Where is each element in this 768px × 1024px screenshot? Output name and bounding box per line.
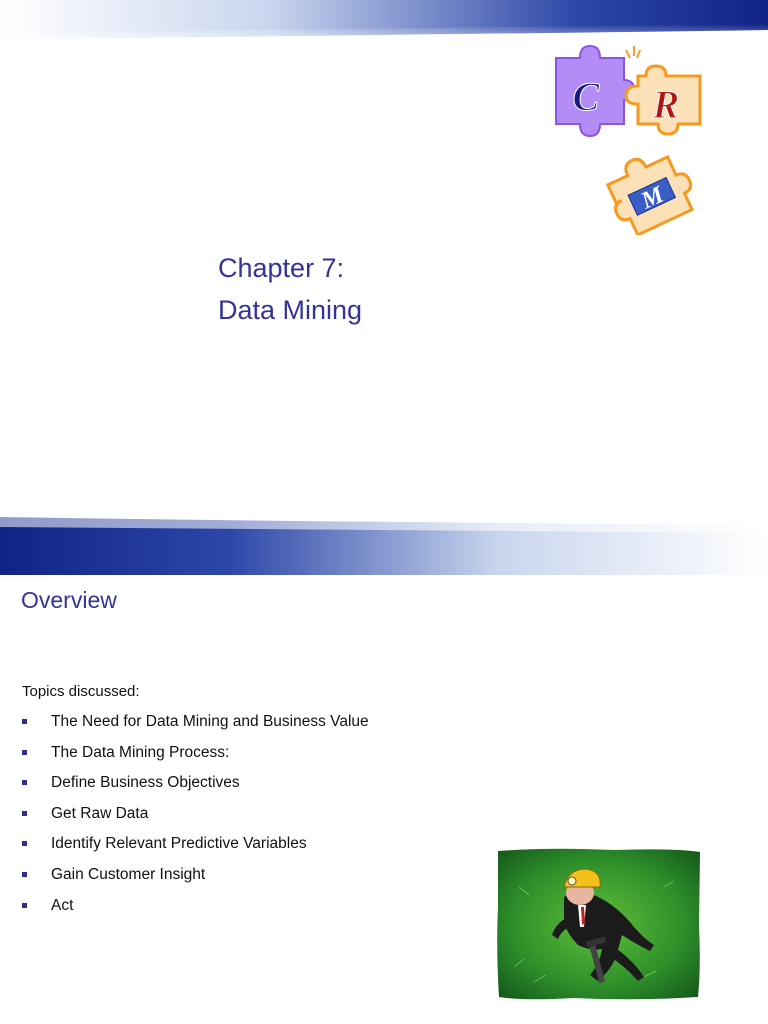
data-miner-illustration-icon xyxy=(494,847,704,1003)
topic-text: Identify Relevant Predictive Variables xyxy=(51,835,307,853)
crm-puzzle-logo-icon xyxy=(550,40,710,235)
topic-text: The Need for Data Mining and Business Value xyxy=(51,713,369,730)
square-bullet-icon xyxy=(22,780,27,785)
overview-slide xyxy=(0,517,768,1024)
topic-text: Act xyxy=(51,896,74,914)
topics-label: Topics discussed: xyxy=(22,683,140,700)
logo-letter-c: C xyxy=(572,74,600,119)
square-bullet-icon xyxy=(22,750,27,755)
square-bullet-icon xyxy=(22,903,27,908)
square-bullet-icon xyxy=(22,841,27,846)
chapter-title-line1: Chapter 7: xyxy=(218,253,345,283)
square-bullet-icon xyxy=(22,872,27,877)
list-item xyxy=(22,713,369,744)
list-item xyxy=(22,866,369,897)
topic-text: Gain Customer Insight xyxy=(51,865,206,883)
list-item xyxy=(22,805,369,836)
square-bullet-icon xyxy=(22,719,27,724)
chapter-title-line2: Data Mining xyxy=(218,295,363,325)
list-item xyxy=(22,744,369,775)
chapter-title xyxy=(218,247,362,331)
overview-heading: Overview xyxy=(21,587,117,613)
list-item xyxy=(22,835,369,866)
list-item xyxy=(22,897,369,928)
topic-list xyxy=(22,713,369,927)
topic-text: Define Business Objectives xyxy=(51,774,240,792)
square-bullet-icon xyxy=(22,811,27,816)
topic-text: The Data Mining Process: xyxy=(51,743,230,761)
logo-letter-r: R xyxy=(652,82,680,127)
logo-letter-m: M xyxy=(637,181,668,215)
header-band xyxy=(0,517,768,575)
topic-text: Get Raw Data xyxy=(51,804,149,822)
list-item xyxy=(22,774,369,805)
